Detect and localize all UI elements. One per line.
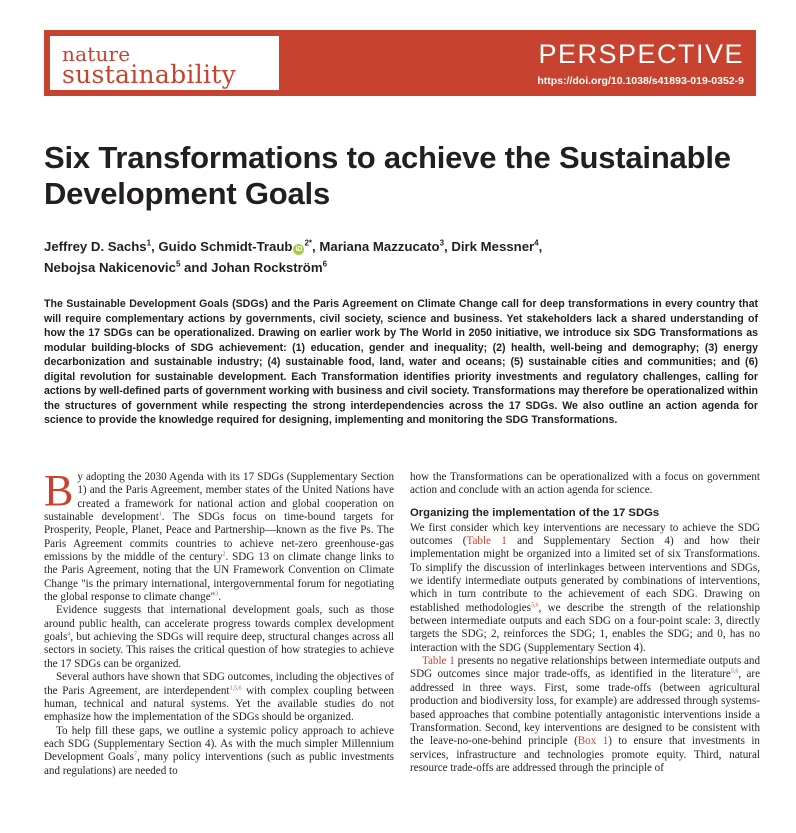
author-affiliation: 6 xyxy=(322,259,328,269)
journal-header-banner xyxy=(44,30,756,96)
citation-link[interactable]: 7 xyxy=(133,751,137,758)
author-name[interactable]: Nebojsa Nakicenovic xyxy=(44,260,176,275)
abstract: The Sustainable Development Goals (SDGs) and the Paris Agreement on Climate Change call for deep transformations in every country that will require complementary actions by governments, civil society, science and business. Yet stakeholders lack a shared understanding of how the 17 SDGs can be operationalized. Drawing on earlier work by The World in 2050 initiative, we introduce six SDG Transformations as modular building-blocks of SDG achievement: (1) education, gender and inequality; (2) health, well-being and demography; (3) energy decarbonization and sustainable industry; (4) sustainable food, land, water and oceans; (5) sustainable cities and communities; and (6) digital revolution for sustainable development. Each Transformation identifies priority investments and regulatory challenges, calling for actions by well-defined parts of government working with business and civil society. Transformations may therefore be operationalized within the structures of government while respecting the strong interdependencies across the 17 SDGs. We also outline an action agenda for science to provide the knowledge required for designing, implementing and monitoring the SDG Transformations. xyxy=(44,298,758,427)
author-separator: , xyxy=(538,239,543,254)
doi-link[interactable]: https://doi.org/10.1038/s41893-019-0352-9 xyxy=(537,75,744,87)
body-paragraph: Evidence suggests that international development goals, such as those around public health, can accelerate progress towards complex development goals$^4$, but achieving the SDGs will require deep, structural changes across all sectors in society. This raises the critical question of how strategies to achieve the 17 SDGs can be organized. xyxy=(44,604,394,670)
citation-link[interactable]: 5,6 xyxy=(530,602,539,609)
body-paragraph: To help fill these gaps, we outline a systemic policy approach to achieve each SDG (Supplementary Section 4). As with the much simpler Millennium Development Goals$^7$, many policy interventions (such as public investments and regulations) are needed to xyxy=(44,724,395,777)
citation-link[interactable]: 4 xyxy=(67,631,71,638)
body-paragraph: We first consider which key interventions are necessary to achieve the SDG outcomes (Table 1 and Supplementary Section 4) and how their implementation might be organized into a limited set of six Transformations. To simplify the discussion of interlinkages between interventions and SDGs, we identify intermediate outputs generated by combinations of interventions, which in turn contribute to the achievement of each SDG. Drawing on established methodologies$^{5,6}$, we describe the strength of the relationship between intermediate outputs and each SDG on a four-point scale: 3, directly targets the SDG; 2, reinforces the SDG; 1, enables the SDG; and 0, has no interaction with the SDG (Supplementary Section 4). xyxy=(410,521,761,654)
section-heading: Organizing the implementation of the 17 SDGs xyxy=(410,506,660,519)
citation-link[interactable]: 2 xyxy=(222,551,226,558)
author-affiliation: 2* xyxy=(304,238,313,248)
author-separator: and xyxy=(180,260,212,275)
author-affiliation: 4 xyxy=(534,238,539,248)
cross-reference-link[interactable]: Table 1 xyxy=(466,535,507,548)
citation-link[interactable]: 1,5,6 xyxy=(229,684,242,691)
author-separator: , xyxy=(312,239,320,254)
author-separator: , xyxy=(151,239,159,254)
citation-link[interactable]: 1 xyxy=(158,511,162,518)
body-paragraph: how the Transformations can be operationalized with a focus on government action and conclude with an action agenda for science. xyxy=(410,471,760,497)
author-name[interactable]: Mariana Mazzucato xyxy=(319,239,440,254)
journal-logo-line2: sustainability xyxy=(62,60,237,89)
author-affiliation: 1 xyxy=(146,238,152,248)
journal-logo-line1: nature xyxy=(62,42,131,66)
author-list xyxy=(44,236,764,278)
journal-logo[interactable] xyxy=(50,36,279,90)
author-name[interactable]: Dirk Messner xyxy=(451,239,535,254)
author-separator: , xyxy=(444,239,452,254)
author-name[interactable]: Johan Rockström xyxy=(211,260,323,275)
body-paragraph: Table 1 presents no negative relationships between intermediate outputs and SDG outcomes since major trade-offs, as identified in the literature$^{5,6}$, are addressed in three ways. First, some trade-offs (between agricultural production and biodiversity loss, for example) are addressed through systems-based approaches that combine potentially antagonistic interventions inside a Transformation. Second, key interventions are designed to be consistent with the leave-no-one-behind principle (Box 1) to ensure that investments in services, infrastructure and technologies promote equity. Third, natural resource trade-offs are addressed through the principle of xyxy=(410,655,760,774)
author-name[interactable]: Jeffrey D. Sachs xyxy=(44,239,147,254)
body-paragraph: By adopting the 2030 Agenda with its 17 SDGs (Supplementary Section 1) and the Paris Agreement, member states of the United Nations have created a framework for national action and global cooperation on sustainable development$^1$. The SDGs focus on time-bound targets for Prosperity, People, Planet, Peace and Partnership—known as the five Ps. The Paris Agreement commits countries to achieve net-zero greenhouse-gas emissions by the middle of the century$^2$. SDG 13 on climate change links to the Paris Agreement, noting that the UN Framework Convention on Climate Change "is the primary international, intergovernmental forum for negotiating the global response to climate change"$^3$. xyxy=(44,466,394,604)
author-affiliation: 3 xyxy=(439,238,445,248)
body-column-left xyxy=(44,466,395,778)
body-paragraph: Several authors have shown that SDG outcomes, including the objectives of the Paris Agreement, are interdependent$^{1,5,6}$ with complex coupling between human, technical and natural systems. Yet the available studies do not emphasize how the implementation of the SDGs should be organized. xyxy=(44,671,394,724)
body-column-right xyxy=(410,471,760,775)
cross-reference-link[interactable]: Table 1 xyxy=(422,655,455,668)
orcid-icon[interactable]: iD xyxy=(295,246,303,253)
author-name[interactable]: Guido Schmidt-Traub xyxy=(158,239,293,254)
drop-cap: B xyxy=(44,466,74,515)
author-affiliation: 5 xyxy=(175,259,181,269)
article-title: Six Transformations to achieve the Sustainable Development Goals xyxy=(44,140,731,211)
citation-link[interactable]: 3 xyxy=(215,591,219,598)
cross-reference-link[interactable]: Box 1 xyxy=(577,735,609,748)
citation-link[interactable]: 5,6 xyxy=(730,668,739,675)
article-type: PERSPECTIVE xyxy=(538,39,744,69)
